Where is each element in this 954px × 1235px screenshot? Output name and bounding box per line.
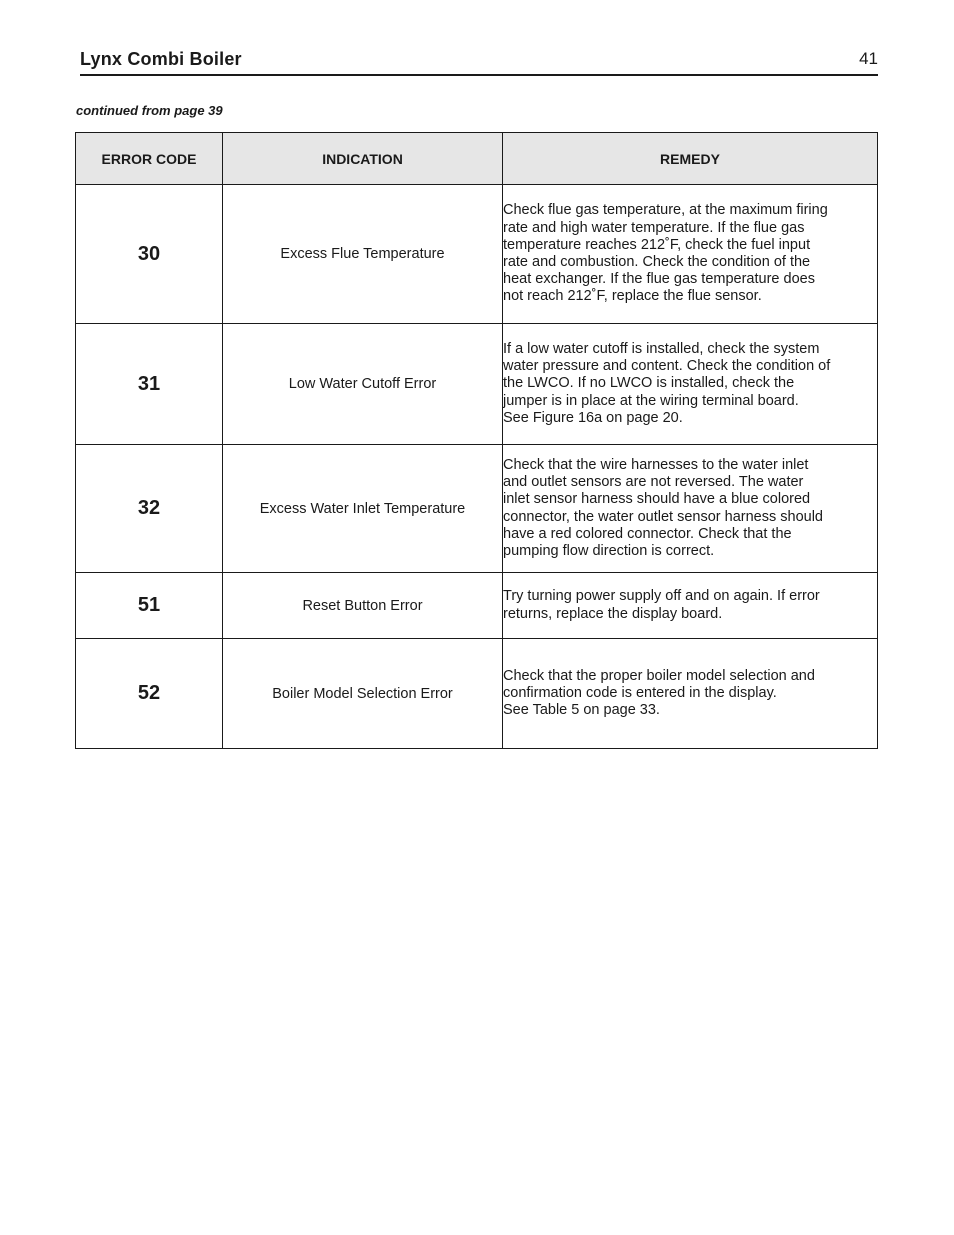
- error-code-cell: 52: [76, 639, 223, 749]
- remedy-line: have a red colored connector. Check that the: [503, 525, 792, 542]
- table-row: [76, 185, 878, 324]
- remedy-line: confirmation code is entered in the display.: [503, 684, 777, 701]
- column-header-error-code: ERROR CODE: [76, 133, 223, 185]
- table-header-row: [76, 133, 878, 185]
- column-header-remedy: REMEDY: [503, 133, 878, 185]
- remedy-cell: [503, 445, 878, 573]
- error-code-cell: 32: [76, 445, 223, 573]
- error-code-cell: 30: [76, 185, 223, 324]
- page-header: [80, 48, 878, 76]
- table-row: [76, 639, 878, 749]
- remedy-line: rate and high water temperature. If the flue gas: [503, 219, 805, 236]
- error-code-table: [75, 132, 878, 749]
- indication-cell: Excess Water Inlet Temperature: [223, 445, 503, 573]
- remedy-cell: [503, 324, 878, 445]
- remedy-line: rate and combustion. Check the condition of the: [503, 254, 811, 270]
- remedy-line: Check that the wire harnesses to the water inlet: [503, 456, 809, 473]
- remedy-cell: [503, 573, 878, 639]
- table-row: [76, 445, 878, 573]
- table-row: [76, 573, 878, 639]
- remedy-line: returns, replace the display board.: [503, 605, 723, 622]
- remedy-line: heat exchanger. If the flue gas temperature does: [503, 271, 815, 288]
- remedy-line: inlet sensor harness should have a blue colored: [503, 491, 811, 508]
- remedy-line: connector, the water outlet sensor harness should: [503, 508, 823, 525]
- remedy-line: Check flue gas temperature, at the maximum firing: [503, 202, 828, 219]
- document-title: Lynx Combi Boiler: [80, 49, 242, 69]
- indication-cell: Boiler Model Selection Error: [223, 639, 503, 749]
- remedy-line: and outlet sensors are not reversed. The water: [503, 474, 804, 491]
- table-row: [76, 324, 878, 445]
- remedy-line: See Table 5 on page 33.: [503, 702, 660, 719]
- indication-cell: Low Water Cutoff Error: [223, 324, 503, 445]
- remedy-line: the LWCO. If no LWCO is installed, check the: [503, 375, 795, 392]
- remedy-cell: [503, 185, 878, 324]
- remedy-line: water pressure and content. Check the condition of: [503, 358, 831, 375]
- remedy-line: temperature reaches 212˚F, check the fuel input: [503, 236, 811, 253]
- column-header-indication: INDICATION: [223, 133, 503, 185]
- indication-cell: Excess Flue Temperature: [223, 185, 503, 324]
- error-code-cell: 31: [76, 324, 223, 445]
- remedy-line: pumping flow direction is correct.: [503, 542, 715, 559]
- remedy-line: not reach 212˚F, replace the flue sensor.: [503, 288, 762, 305]
- remedy-line: jumper is in place at the wiring terminal board.: [503, 392, 799, 409]
- indication-cell: Reset Button Error: [223, 573, 503, 639]
- remedy-line: If a low water cutoff is installed, check the system: [503, 340, 820, 357]
- remedy-line: Check that the proper boiler model selection and: [503, 667, 815, 684]
- page-number: 41: [859, 49, 878, 68]
- remedy-line: See Figure 16a on page 20.: [503, 409, 683, 426]
- error-code-cell: 51: [76, 573, 223, 639]
- remedy-cell: [503, 639, 878, 749]
- continued-note: continued from page 39: [76, 103, 223, 118]
- remedy-line: Try turning power supply off and on again. If error: [503, 588, 820, 605]
